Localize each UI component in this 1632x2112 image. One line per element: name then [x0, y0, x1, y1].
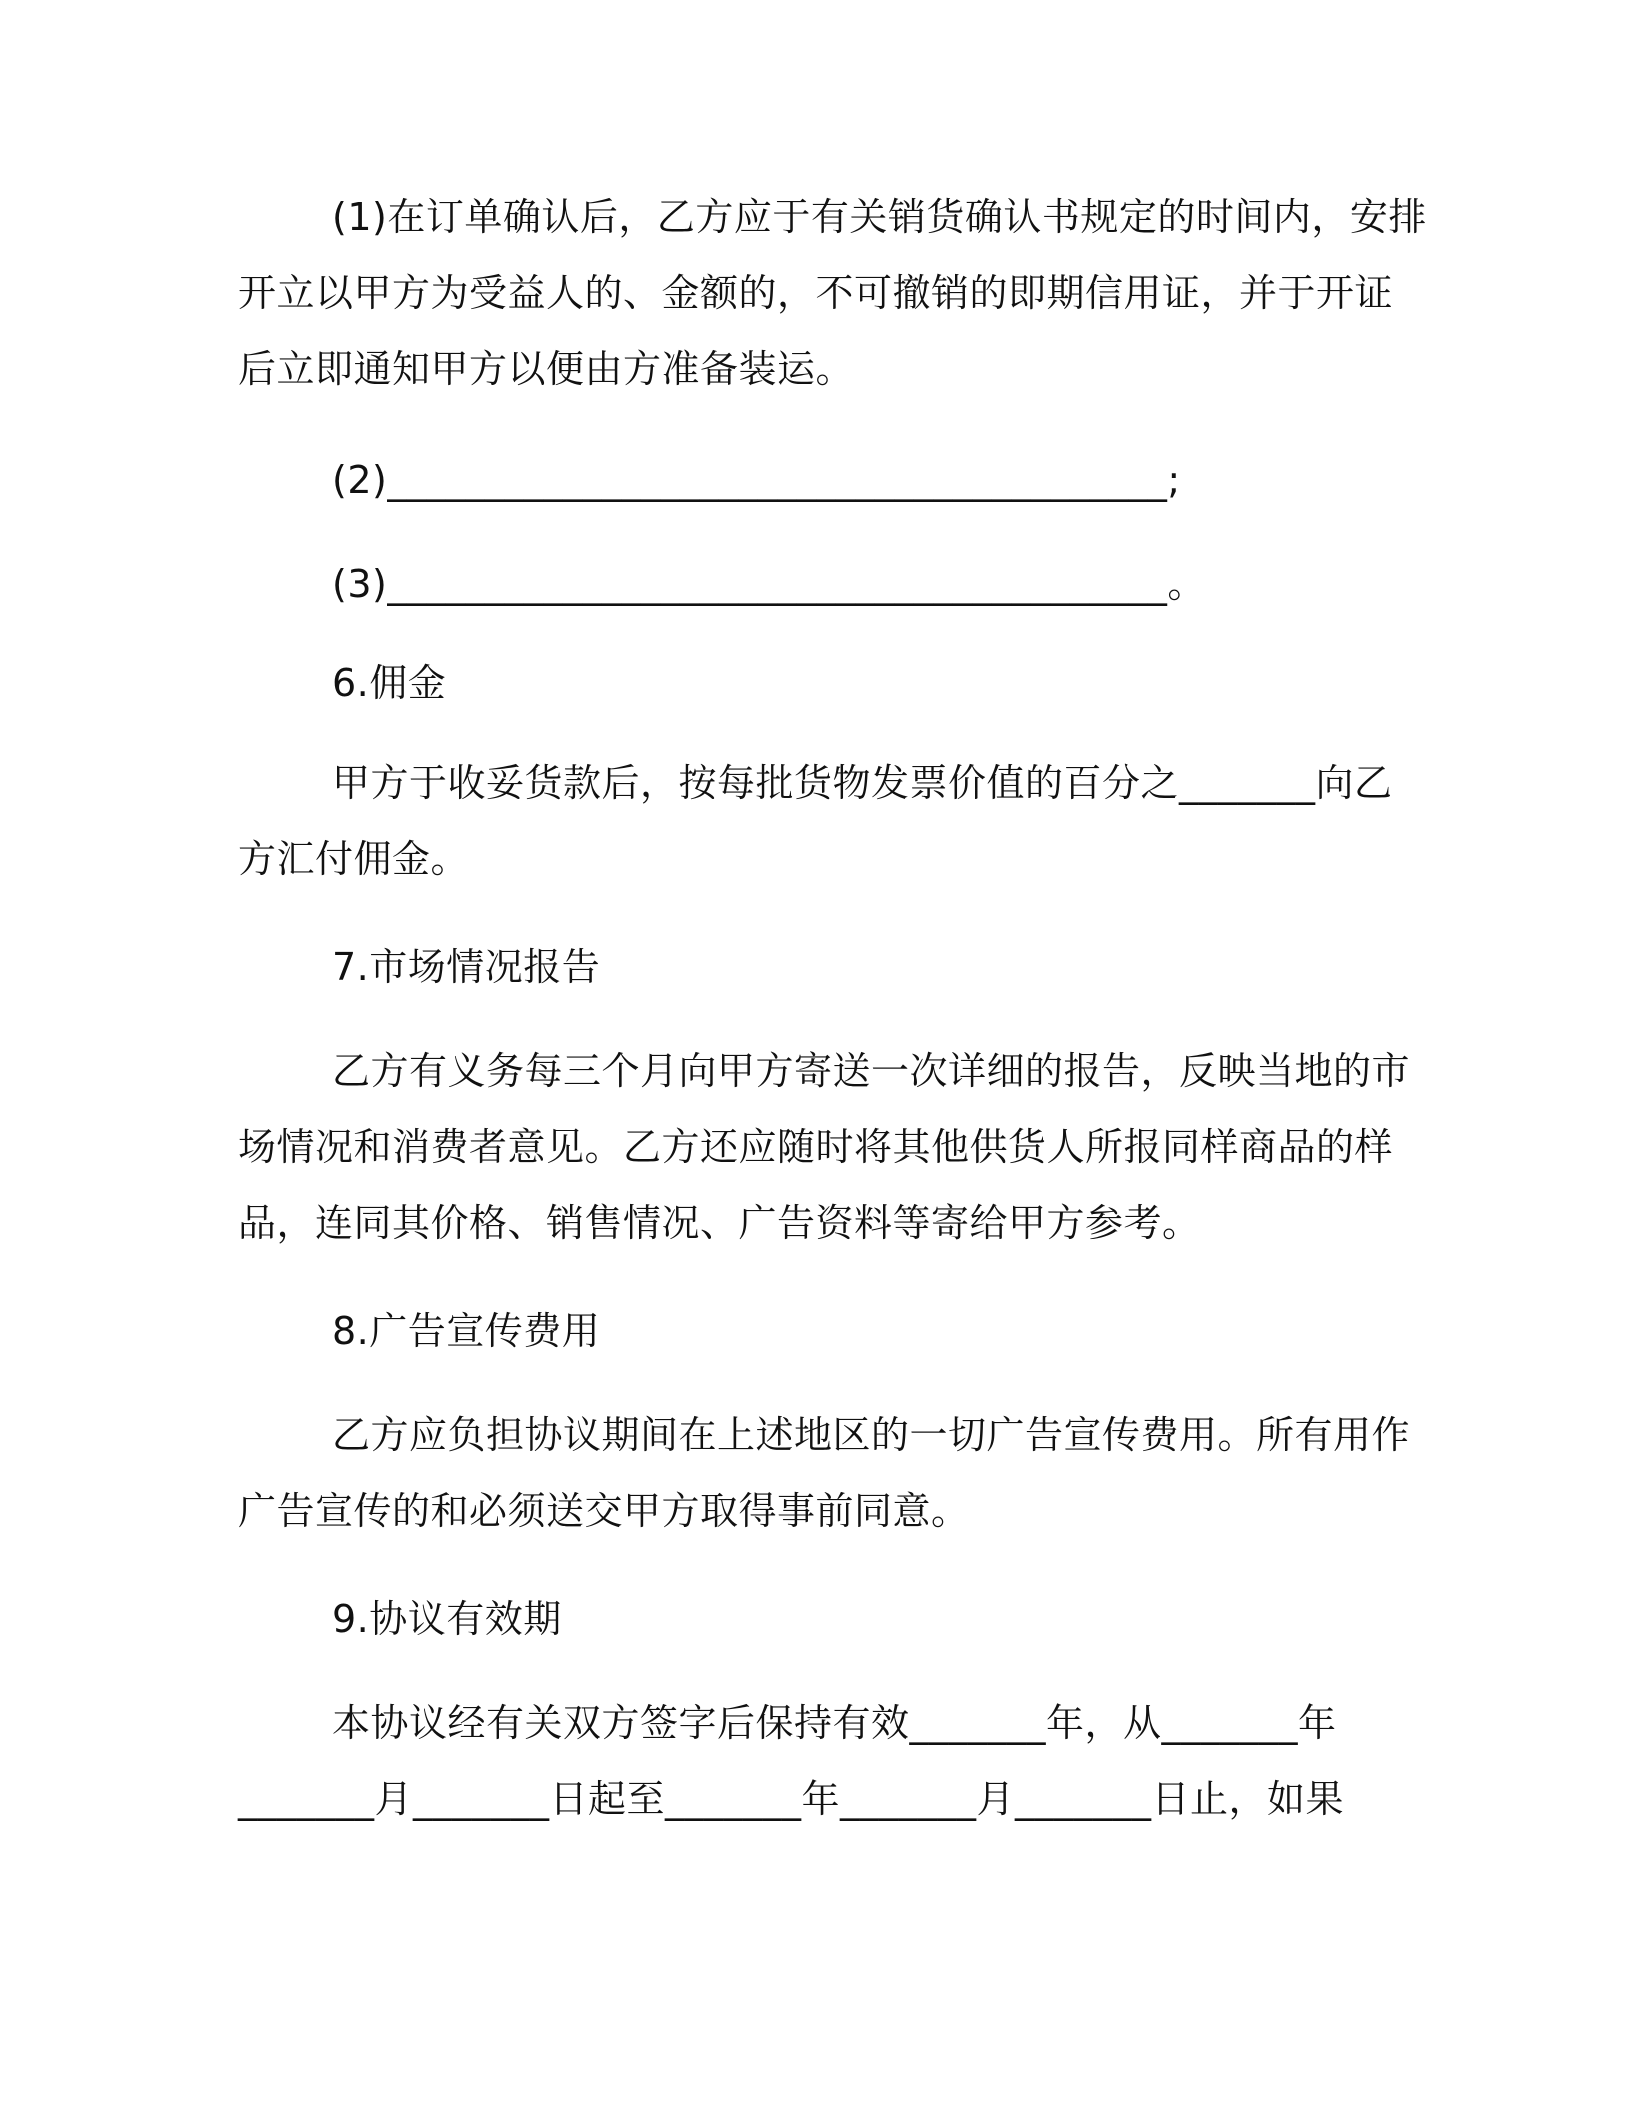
market-report-line-3: 品，连同其价格、销售情况、广告资料等寄给甲方参考。: [238, 1201, 1201, 1245]
commission-paragraph-line-1: 甲方于收妥货款后，按每批货物发票价值的百分之_______向乙: [332, 761, 1393, 805]
validity-line-2: _______月_______日起至_______年_______月_______日止，如果: [238, 1777, 1345, 1821]
advertising-line-1: 乙方应负担协议期间在上述地区的一切广告宣传费用。所有用作: [332, 1413, 1411, 1457]
commission-paragraph-line-2: 方汇付佣金。: [238, 837, 470, 881]
validity-line-1: 本协议经有关双方签字后保持有效_______年，从_______年: [332, 1701, 1337, 1745]
section-heading-commission: 6.佣金: [332, 661, 447, 705]
section-heading-validity: 9.协议有效期: [332, 1597, 562, 1641]
clause-5-item-1-line-2: 开立以甲方为受益人的、金额的，不可撤销的即期信用证，并于开证: [238, 271, 1394, 315]
section-heading-market-report: 7.市场情况报告: [332, 945, 601, 989]
section-heading-advertising: 8.广告宣传费用: [332, 1309, 601, 1353]
clause-5-item-3-blank: (3)________________________________________。: [332, 562, 1206, 606]
market-report-line-2: 场情况和消费者意见。乙方还应随时将其他供货人所报同样商品的样: [238, 1125, 1394, 1169]
clause-5-item-1-line-1: (1)在订单确认后，乙方应于有关销货确认书规定的时间内，安排: [332, 195, 1427, 239]
advertising-line-2: 广告宣传的和必须送交甲方取得事前同意。: [238, 1489, 970, 1533]
clause-5-item-1-line-3: 后立即通知甲方以便由方准备装运。: [238, 347, 855, 391]
clause-5-item-2-blank: (2)________________________________________;: [332, 458, 1181, 502]
market-report-line-1: 乙方有义务每三个月向甲方寄送一次详细的报告，反映当地的市: [332, 1049, 1411, 1093]
